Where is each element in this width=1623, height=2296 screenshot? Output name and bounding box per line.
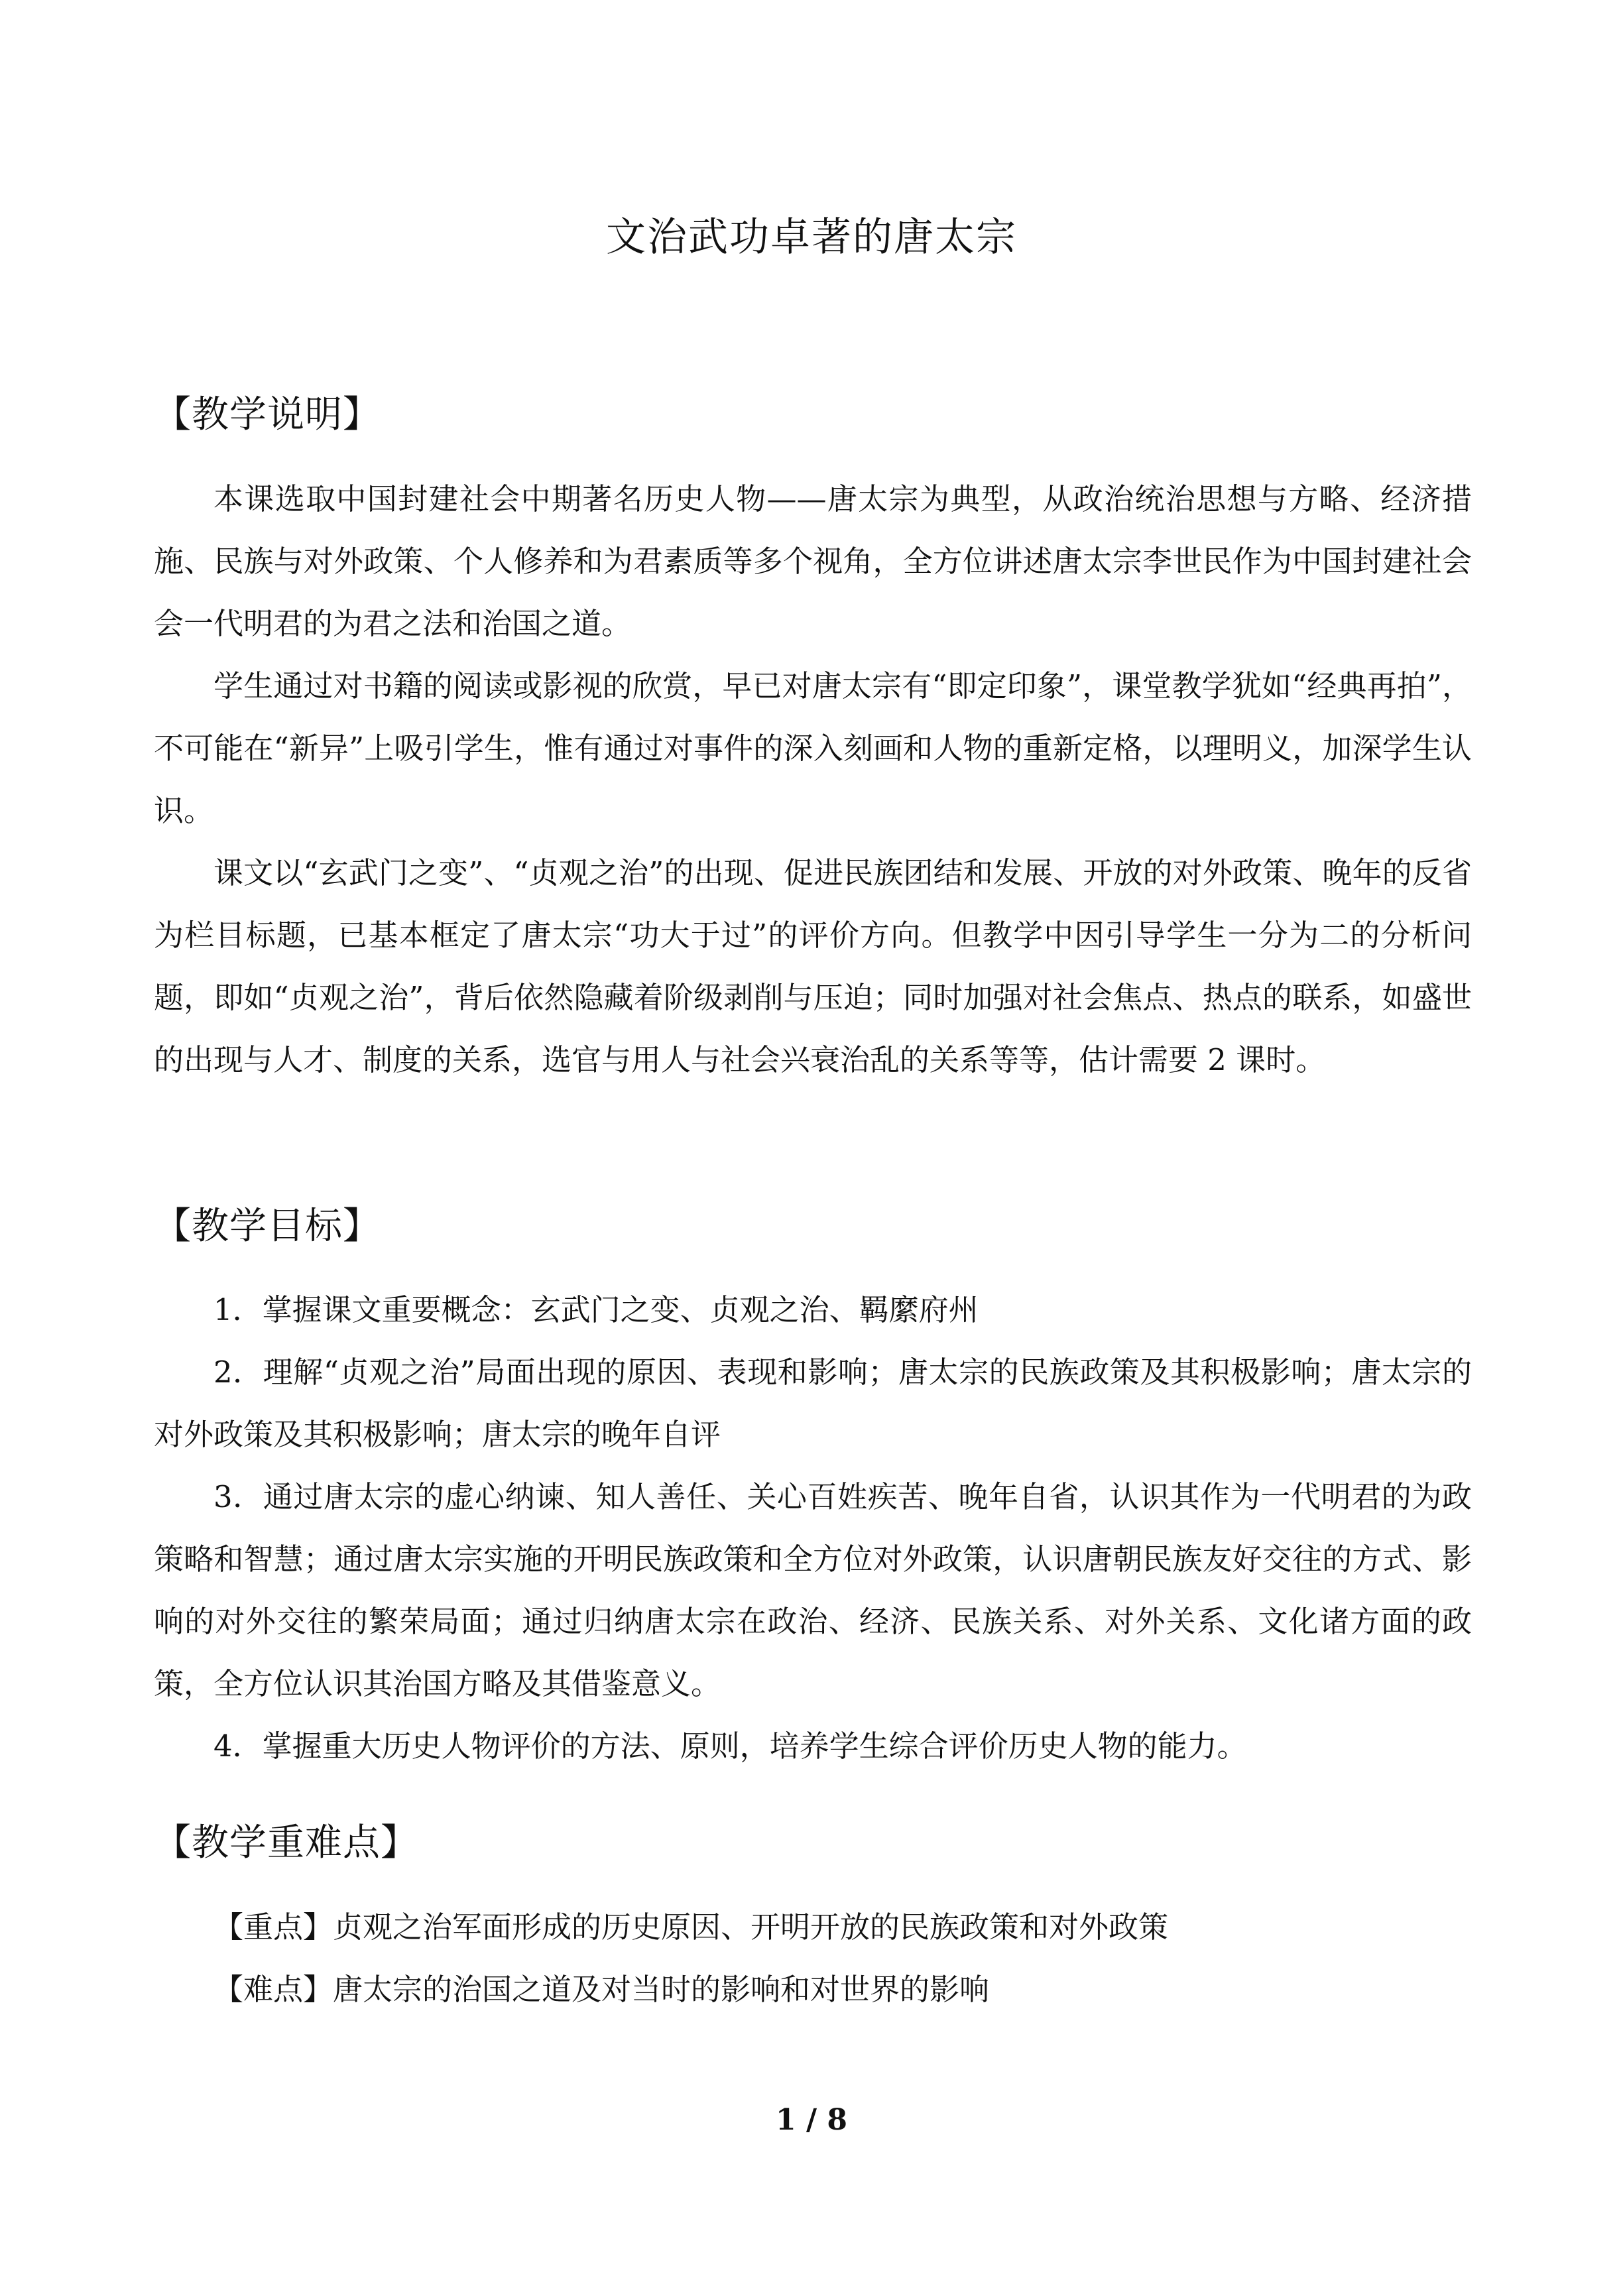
- teaching-description-body: [154, 468, 1472, 1091]
- paragraph: 本课选取中国封建社会中期著名历史人物——唐太宗为典型，从政治统治思想与方略、经济措施、民族与对外政策、个人修养和为君素质等多个视角，全方位讲述唐太宗李世民作为中国封建社会会一代明君的为君之法和治国之道。: [154, 481, 1472, 641]
- section-heading-teaching-description: 【教学说明】: [154, 393, 381, 436]
- teaching-goals-list: [154, 1279, 1472, 1778]
- goal-item: 1．掌握课文重要概念：玄武门之变、贞观之治、羁縻府州: [213, 1292, 979, 1327]
- section-heading-key-difficult-points: 【教学重难点】: [154, 1821, 418, 1864]
- paragraph: 学生通过对书籍的阅读或影视的欣赏，早已对唐太宗有“即定印象”，课堂教学犹如“经典再拍”，不可能在“新异”上吸引学生，惟有通过对事件的深入刻画和人物的重新定格，以理明义，加深学生认识。: [154, 668, 1472, 828]
- goal-item: 4．掌握重大历史人物评价的方法、原则，培养学生综合评价历史人物的能力。: [213, 1728, 1247, 1764]
- paragraph: 课文以“玄武门之变”、“贞观之治”的出现、促进民族团结和发展、开放的对外政策、晚年的反省为栏目标题，已基本框定了唐太宗“功大于过”的评价方向。但教学中因引导学生一分为二的分析问题，即如“贞观之治”，背后依然隐藏着阶级剥削与压迫；同时加强对社会焦点、热点的联系，如盛世的出现与人才、制度的关系，选官与用人与社会兴衰治乱的关系等等，估计需要 2 课时。: [154, 855, 1472, 1077]
- difficult-point-text: 唐太宗的治国之道及对当时的影响和对世界的影响: [333, 1972, 990, 2007]
- key-point-label: 【重点】: [213, 1909, 333, 1945]
- goal-item: 2．理解“贞观之治”局面出现的原因、表现和影响；唐太宗的民族政策及其积极影响；唐太宗的对外政策及其积极影响；唐太宗的晚年自评: [154, 1355, 1472, 1452]
- document-title: 文治武功卓著的唐太宗: [606, 214, 1017, 261]
- difficult-point-label: 【难点】: [213, 1972, 333, 2007]
- key-point-text: 贞观之治军面形成的历史原因、开明开放的民族政策和对外政策: [333, 1909, 1169, 1945]
- section-heading-teaching-goals: 【教学目标】: [154, 1205, 381, 1248]
- key-point-row: [154, 1896, 1472, 1959]
- page-number: 1 / 8: [776, 2103, 847, 2137]
- difficult-point-row: [154, 1959, 1472, 2021]
- goal-item: 3．通过唐太宗的虚心纳谏、知人善任、关心百姓疾苦、晚年自省，认识其作为一代明君的为政策略和智慧；通过唐太宗实施的开明民族政策和全方位对外政策，认识唐朝民族友好交往的方式、影响的对外交往的繁荣局面；通过归纳唐太宗在政治、经济、民族关系、对外关系、文化诸方面的政策，全方位认识其治国方略及其借鉴意义。: [154, 1479, 1472, 1701]
- key-difficult-points-body: [154, 1896, 1472, 2021]
